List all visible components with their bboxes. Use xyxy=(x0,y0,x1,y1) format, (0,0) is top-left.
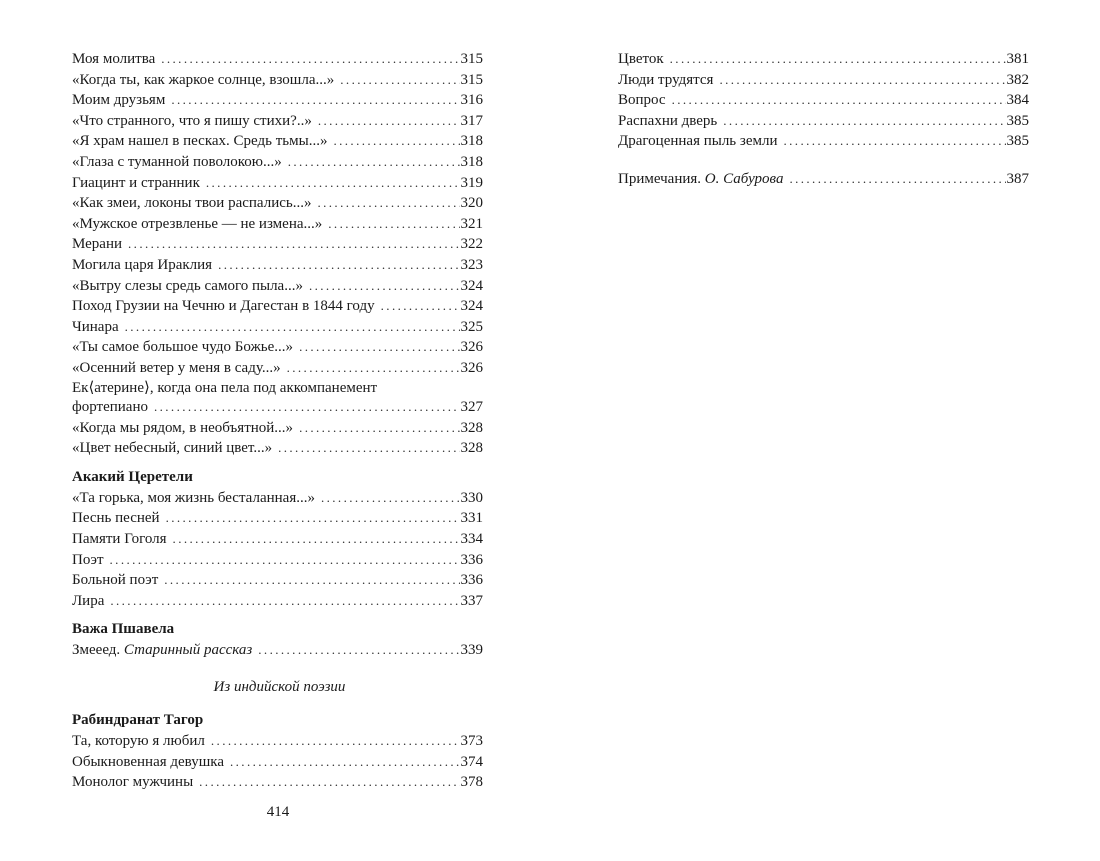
toc-entry[interactable]: Моя молитва ..... 315 xyxy=(72,49,483,70)
dot-leader xyxy=(110,550,460,571)
toc-entry[interactable]: «Когда мы рядом, в необъятной...» ..... 328 xyxy=(72,418,483,439)
author-heading: Важа Пшавела xyxy=(72,621,175,638)
dot-leader xyxy=(789,169,1005,190)
dot-leader xyxy=(299,418,459,439)
toc-entry[interactable]: Чинара ..... 325 xyxy=(72,317,483,338)
toc-entry[interactable]: Гиацинт и странник ..... 319 xyxy=(72,173,483,194)
toc-group xyxy=(618,49,1029,152)
toc-entry[interactable]: Драгоценная пыль земли ..... 385 xyxy=(618,131,1029,152)
dot-leader xyxy=(128,234,459,255)
dot-leader xyxy=(719,70,1005,91)
toc-entry[interactable]: «Что странного, что я пишу стихи?..» ..... 317 xyxy=(72,111,483,132)
dot-leader xyxy=(230,752,460,773)
toc-entry[interactable]: Могила царя Ираклия ..... 323 xyxy=(72,255,483,276)
toc-entry[interactable]: Мерани ..... 322 xyxy=(72,234,483,255)
dot-leader xyxy=(199,772,459,793)
dot-leader xyxy=(171,90,459,111)
dot-leader xyxy=(211,731,460,752)
dot-leader xyxy=(206,173,460,194)
dot-leader xyxy=(321,488,460,509)
toc-entry[interactable]: «Мужское отрезвленье — не измена...» ..... 321 xyxy=(72,214,483,235)
dot-leader xyxy=(125,317,460,338)
dot-leader xyxy=(288,152,460,173)
toc-group xyxy=(72,49,483,459)
dot-leader xyxy=(299,337,459,358)
dot-leader xyxy=(309,276,460,297)
section-title: Из индийской поэзии xyxy=(213,679,346,696)
toc-entry[interactable]: «Глаза с туманной поволокою...» ..... 318 xyxy=(72,152,483,173)
dot-leader xyxy=(164,570,459,591)
toc-entry[interactable]: «Цвет небесный, синий цвет...» ..... 328 xyxy=(72,438,483,459)
toc-entry[interactable]: Люди трудятся ..... 382 xyxy=(618,70,1029,91)
dot-leader xyxy=(381,296,460,317)
dot-leader xyxy=(166,508,460,529)
author-heading: Рабиндранат Тагор xyxy=(72,712,204,729)
toc-right-column xyxy=(618,49,1029,190)
dot-leader xyxy=(317,193,459,214)
dot-leader xyxy=(784,131,1006,152)
toc-entry[interactable]: «Вытру слезы средь самого пыла...» ..... 324 xyxy=(72,276,483,297)
toc-entry[interactable]: Поэт ..... 336 xyxy=(72,550,483,571)
toc-entry[interactable]: Цветок ..... 381 xyxy=(618,49,1029,70)
dot-leader xyxy=(173,529,460,550)
dot-leader xyxy=(340,70,459,91)
dot-leader xyxy=(154,397,460,418)
toc-entry[interactable]: «Как змеи, локоны твои распались...» ..... 320 xyxy=(72,193,483,214)
dot-leader xyxy=(723,111,1005,132)
dot-leader xyxy=(318,111,460,132)
toc-left-column xyxy=(72,49,483,793)
dot-leader xyxy=(670,49,1006,70)
toc-entry[interactable]: Песнь песней ..... 331 xyxy=(72,508,483,529)
toc-entry[interactable]: Обыкновенная девушка ..... 374 xyxy=(72,752,483,773)
toc-entry[interactable]: «Осенний ветер у меня в саду...» ..... 326 xyxy=(72,358,483,379)
toc-entry[interactable]: «Та горька, моя жизнь бесталанная...» ..... 330 xyxy=(72,488,483,509)
dot-leader xyxy=(161,49,459,70)
toc-entry[interactable]: Вопрос ..... 384 xyxy=(618,90,1029,111)
toc-entry-multiline[interactable]: Ек⟨атерине⟩, когда она пела под аккомпанемент фортепиано ..... 327 xyxy=(72,379,483,418)
toc-entry[interactable]: Распахни дверь ..... 385 xyxy=(618,111,1029,132)
toc-group xyxy=(72,488,483,612)
dot-leader xyxy=(333,131,459,152)
spacer xyxy=(618,152,1029,169)
toc-group xyxy=(72,731,483,793)
dot-leader xyxy=(218,255,459,276)
dot-leader xyxy=(287,358,460,379)
toc-entry[interactable]: «Ты самое большое чудо Божье...» ..... 326 xyxy=(72,337,483,358)
dot-leader xyxy=(328,214,459,235)
dot-leader xyxy=(110,591,459,612)
toc-entry[interactable]: Та, которую я любил ..... 373 xyxy=(72,731,483,752)
dot-leader xyxy=(278,438,459,459)
toc-entry[interactable]: Змееед. Старинный рассказ ..... 339 xyxy=(72,640,483,661)
toc-entry[interactable]: Памяти Гоголя ..... 334 xyxy=(72,529,483,550)
dot-leader xyxy=(672,90,1006,111)
author-heading: Акакий Церетели xyxy=(72,468,193,485)
toc-entry[interactable]: Монолог мужчины ..... 378 xyxy=(72,772,483,793)
toc-entry[interactable]: Поход Грузии на Чечню и Дагестан в 1844 году ..... 324 xyxy=(72,296,483,317)
toc-entry[interactable]: Моим друзьям ..... 316 xyxy=(72,90,483,111)
dot-leader xyxy=(258,640,459,661)
toc-entry[interactable]: Больной поэт ..... 336 xyxy=(72,570,483,591)
toc-entry-notes[interactable]: Примечания. О. Сабурова ..... 387 xyxy=(618,169,1029,190)
page-number: 414 xyxy=(266,804,290,820)
toc-entry[interactable]: Лира ..... 337 xyxy=(72,591,483,612)
toc-entry[interactable]: «Когда ты, как жаркое солнце, взошла...» ..... 315 xyxy=(72,70,483,91)
toc-entry[interactable]: «Я храм нашел в песках. Средь тьмы...» ..... 318 xyxy=(72,131,483,152)
